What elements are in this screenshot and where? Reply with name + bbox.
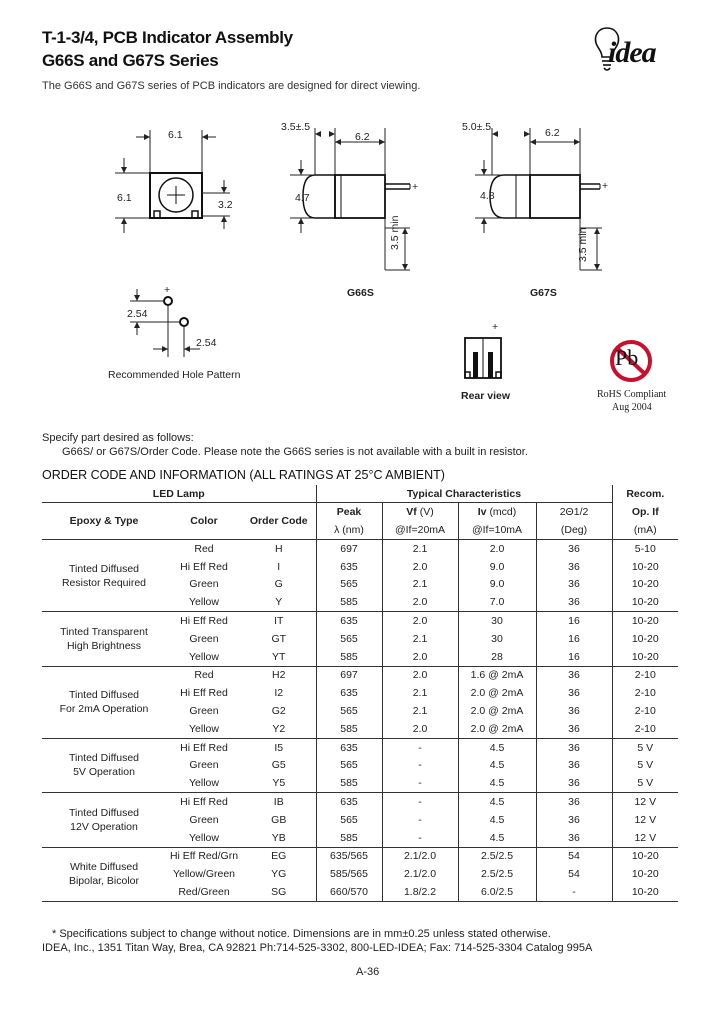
color-cell: Red/Green [166,883,242,901]
epoxy-type-cell [42,847,166,901]
angle-cell: 36 [536,702,612,720]
company-address: IDEA, Inc., 1351 Titan Way, Brea, CA 92821 Ph:714-525-3302, 800-LED-IDEA; Fax: 714-525-3304 Catalog 995A [42,942,593,954]
front-height-label: 6.1 [117,192,132,204]
op-if-cell: 10-20 [612,883,678,901]
color-cell: Hi Eff Red [166,793,242,811]
angle-cell: 36 [536,540,612,558]
vf-cell: 2.0 [382,720,458,738]
header-op-if: Op. If [612,503,678,522]
color-cell: Hi Eff Red [180,687,228,700]
iv-cell: 7.0 [458,593,536,611]
iv-cell: 4.5 [458,829,536,847]
g66s-plus-label: + [412,181,419,193]
footnote: * Specifications subject to change without notice. Dimensions are in mm±0.25 unless stated otherwise. [52,928,551,940]
iv-cell: 2.5/2.5 [458,865,536,883]
col-angle-unit: (Deg) [536,521,612,540]
hole-pattern-caption: Recommended Hole Pattern [108,369,241,381]
angle-cell: 16 [536,648,612,666]
table-row [42,793,678,811]
color-cell: Yellow [189,831,219,844]
op-if-cell: 2-10 [612,666,678,684]
col-vf-unit: (V) [419,506,434,518]
color-cell: Hi Eff Red [166,612,242,630]
peak-cell: 565 [316,811,382,829]
col-iv-symbol: Iv [477,506,487,518]
page-subtitle: G66S and G67S Series [42,51,219,70]
angle-cell: 36 [536,576,612,594]
angle-cell: 36 [536,829,612,847]
iv-cell: 2.0 @ 2mA [458,684,536,702]
angle-cell: 36 [536,757,612,775]
col-iv-condition: @If=10mA [458,521,536,540]
iv-cell: 30 [458,630,536,648]
order-code-cell: G [274,578,283,591]
g66s-offset-label: 3.5±.5 [281,121,311,133]
color-cell: Green [189,632,219,645]
vf-cell: - [382,738,458,756]
col-iv [458,503,536,522]
vf-cell: 2.1 [382,702,458,720]
color-cell: Yellow/Green [172,868,236,881]
vf-cell: 2.0 [382,612,458,630]
order-code-cell: H [242,540,316,558]
peak-cell: 585 [316,829,382,847]
color-cell: Red [166,666,242,684]
angle-cell: 36 [536,593,612,611]
vf-cell: 2.1 [382,576,458,594]
peak-cell: 635 [316,793,382,811]
table-header-group-row [42,485,678,503]
g67s-lead-label: 3.5 min [577,227,589,262]
epoxy-type-line: Resistor Required [61,576,147,589]
header-recom: Recom. [612,485,678,503]
iv-cell: 4.5 [458,738,536,756]
vf-cell: 2.0 [382,558,458,576]
hole-vertical-dim: 2.54 [127,308,148,320]
op-if-cell: 5 V [612,738,678,756]
op-if-cell: 10-20 [612,558,678,576]
iv-cell: 2.5/2.5 [458,847,536,865]
table-header-row [42,503,678,522]
rear-view-diagram [460,330,510,385]
op-if-cell: 2-10 [612,720,678,738]
op-if-cell: 10-20 [612,648,678,666]
peak-cell: 565 [316,576,382,594]
color-cell: Green [189,705,219,718]
rohs-mark-text: Pb [615,345,639,370]
angle-cell: 36 [536,738,612,756]
order-code-cell: GB [271,813,287,826]
header-led-lamp: LED Lamp [42,485,316,503]
peak-cell: 585 [316,648,382,666]
col-color: Color [166,503,242,540]
page-title: T-1-3/4, PCB Indicator Assembly [42,28,293,47]
epoxy-type-line: Tinted Diffused [68,806,140,819]
color-cell: Hi Eff Red/Grn [166,847,242,865]
epoxy-type-cell [42,666,166,738]
col-vf-condition: @If=20mA [382,521,458,540]
epoxy-type-line: Tinted Transparent [60,625,148,638]
iv-cell: 4.5 [458,774,536,792]
g66s-caption: G66S [347,287,374,299]
op-if-cell: 12 V [612,829,678,847]
angle-cell: 36 [536,558,612,576]
color-cell: Yellow [189,596,219,609]
op-if-cell: 12 V [612,811,678,829]
peak-cell: 565 [316,630,382,648]
order-code-cell: G5 [271,759,286,772]
g67s-caption: G67S [530,287,557,299]
angle-cell: 36 [536,811,612,829]
epoxy-type-cell [42,793,166,847]
angle-cell: 36 [536,720,612,738]
rohs-compliant-text: RoHS Compliant [597,389,667,400]
order-code-cell: GT [271,632,287,645]
order-code-cell: Y2 [272,722,286,735]
peak-cell: 635 [316,684,382,702]
epoxy-type-line: 12V Operation [70,820,138,833]
vf-cell: - [382,774,458,792]
order-code-cell: I2 [274,687,284,700]
front-width-label: 6.1 [168,129,183,141]
header-ma-unit: (mA) [612,521,678,540]
g66s-dia-label: 4.7 [295,192,310,204]
color-cell: Green [189,813,219,826]
op-if-cell: 5-10 [612,540,678,558]
op-if-cell: 10-20 [612,576,678,594]
order-code-cell: Y5 [272,777,286,790]
vf-cell: 2.1 [382,540,458,558]
order-code-cell: EG [242,847,316,865]
vf-cell: 1.8/2.2 [382,883,458,901]
iv-cell: 2.0 @ 2mA [458,702,536,720]
order-code-cell: YT [272,650,286,663]
vf-cell: 2.1/2.0 [382,847,458,865]
op-if-cell: 10-20 [612,630,678,648]
col-vf [382,503,458,522]
iv-cell: 1.6 @ 2mA [458,666,536,684]
col-viewing-angle: 2Θ1/2 [536,503,612,522]
iv-cell: 9.0 [458,576,536,594]
angle-cell: 36 [536,684,612,702]
iv-cell: 2.0 [458,540,536,558]
op-if-cell: 2-10 [612,684,678,702]
g66s-length-label: 6.2 [355,131,370,143]
peak-cell: 585 [316,720,382,738]
angle-cell: 36 [536,793,612,811]
color-cell: Yellow [189,650,219,663]
order-code-table [42,485,678,902]
vf-cell: - [382,757,458,775]
peak-cell: 565 [316,702,382,720]
vf-cell: 2.0 [382,648,458,666]
op-if-cell: 5 V [612,774,678,792]
peak-cell: 697 [316,666,382,684]
g66s-lead-label: 3.5 min [389,215,401,250]
order-code-cell: I5 [242,738,316,756]
front-view-diagram [110,125,240,245]
peak-cell: 585/565 [316,865,382,883]
table-row [42,612,678,630]
col-iv-unit: (mcd) [489,506,517,518]
angle-cell: 36 [536,774,612,792]
iv-cell: 2.0 @ 2mA [458,720,536,738]
epoxy-type-line: 5V Operation [73,766,135,779]
op-if-cell: 10-20 [612,847,678,865]
vf-cell: 2.1 [382,684,458,702]
color-cell: Red [166,540,242,558]
order-code-cell: Y [275,596,283,609]
vf-cell: 2.0 [382,666,458,684]
order-code-heading: ORDER CODE AND INFORMATION (ALL RATINGS AT 25°C AMBIENT) [42,468,445,482]
page-number: A-36 [356,966,380,978]
iv-cell: 28 [458,648,536,666]
op-if-cell: 12 V [612,793,678,811]
color-cell: Green [189,578,219,591]
epoxy-type-line: White Diffused [69,861,139,874]
g67s-offset-label: 5.0±.5 [462,121,492,133]
epoxy-type-line: Tinted Diffused [68,562,140,575]
col-epoxy-type: Epoxy & Type [42,503,166,540]
order-code-cell: YG [271,868,287,881]
epoxy-type-cell [42,612,166,666]
angle-cell: - [536,883,612,901]
peak-cell: 585 [316,774,382,792]
vf-cell: 2.1 [382,630,458,648]
color-cell: Hi Eff Red [180,560,228,573]
table-row [42,540,678,558]
rohs-date-text: Aug 2004 [612,402,652,413]
col-peak: Peak [316,503,382,522]
rear-view-caption: Rear view [461,390,511,402]
iv-cell: 6.0/2.5 [458,883,536,901]
peak-cell: 585 [316,593,382,611]
epoxy-type-line: High Brightness [66,639,142,652]
g67s-dia-label: 4.8 [480,190,495,202]
vf-cell: 2.1/2.0 [382,865,458,883]
specify-instructions: Specify part desired as follows: [42,432,194,444]
epoxy-type-line: For 2mA Operation [59,703,149,716]
order-code-cell: H2 [242,666,316,684]
epoxy-type-cell [42,540,166,612]
angle-cell: 16 [536,630,612,648]
op-if-cell: 2-10 [612,702,678,720]
color-cell: Yellow [189,777,219,790]
peak-cell: 635 [316,612,382,630]
epoxy-type-cell [42,738,166,792]
iv-cell: 30 [458,612,536,630]
table-row [42,666,678,684]
color-cell: Green [189,759,219,772]
order-code-cell: I [277,560,281,573]
vf-cell: - [382,793,458,811]
g67s-length-label: 6.2 [545,127,560,139]
order-code-cell: G2 [271,705,286,718]
epoxy-type-line: Tinted Diffused [68,752,140,765]
peak-cell: 635/565 [316,847,382,865]
vf-cell: - [382,811,458,829]
angle-cell: 54 [536,847,612,865]
g67s-plus-label: + [602,180,609,192]
peak-cell: 697 [316,540,382,558]
peak-cell: 660/570 [316,883,382,901]
iv-cell: 4.5 [458,811,536,829]
order-code-cell: YB [271,831,286,844]
op-if-cell: 10-20 [612,593,678,611]
epoxy-type-line: Tinted Diffused [68,689,140,702]
iv-cell: 4.5 [458,793,536,811]
iv-cell: 4.5 [458,757,536,775]
op-if-cell: 10-20 [612,612,678,630]
color-cell: Hi Eff Red [166,738,242,756]
peak-cell: 635 [316,558,382,576]
intro-text: The G66S and G67S series of PCB indicators are designed for direct viewing. [42,80,421,92]
iv-cell: 9.0 [458,558,536,576]
col-order-code: Order Code [242,503,316,540]
order-code-cell: SG [242,883,316,901]
hole-horizontal-dim: 2.54 [196,337,217,349]
vf-cell: 2.0 [382,593,458,611]
hole-plus-label: + [164,284,171,296]
op-if-cell: 5 V [612,757,678,775]
peak-cell: 565 [316,757,382,775]
order-code-cell: IB [242,793,316,811]
angle-cell: 16 [536,612,612,630]
specify-format: G66S/ or G67S/Order Code. Please note the G66S series is not available with a built in resistor. [62,446,528,458]
col-vf-symbol: Vf [406,506,417,518]
vf-cell: - [382,829,458,847]
order-code-cell: IT [242,612,316,630]
table-row [42,738,678,756]
col-peak-unit: λ (nm) [316,521,382,540]
angle-cell: 54 [536,865,612,883]
front-spacing-label: 3.2 [218,199,233,211]
angle-cell: 36 [536,666,612,684]
header-typical-characteristics: Typical Characteristics [316,485,612,503]
epoxy-type-line: Bipolar, Bicolor [68,875,140,888]
table-row [42,847,678,865]
op-if-cell: 10-20 [612,865,678,883]
peak-cell: 635 [316,738,382,756]
color-cell: Yellow [189,722,219,735]
rear-plus-label: + [492,321,499,333]
brand-logo: idea [608,36,656,69]
